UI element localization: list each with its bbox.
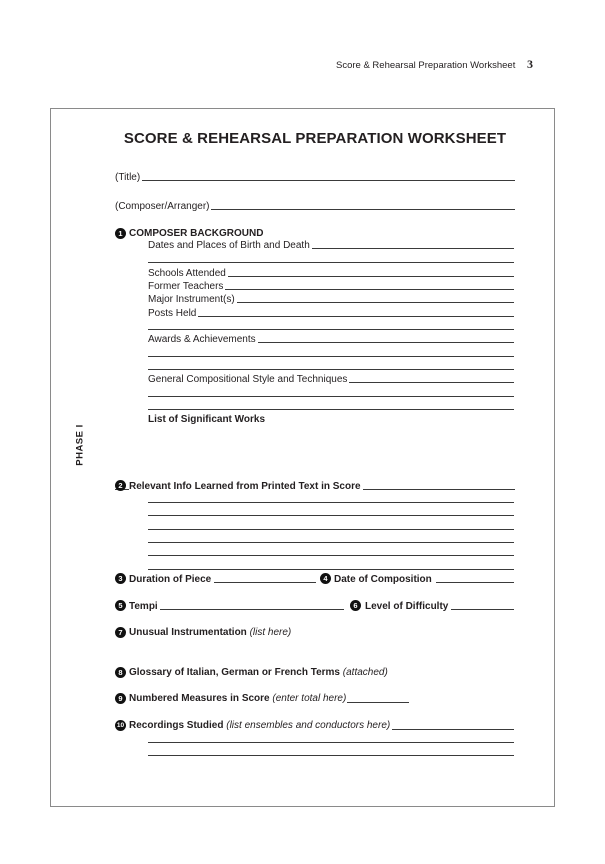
page-number: 3: [527, 57, 533, 71]
style-line-3[interactable]: [148, 409, 514, 410]
section-number-6: 6: [350, 600, 361, 611]
date-composition-label: Date of Composition: [334, 574, 432, 585]
section-number-2: 2: [115, 480, 126, 491]
relevant-info-label: Relevant Info Learned from Printed Text in Score: [129, 481, 361, 492]
section-number-3: 3: [115, 573, 126, 584]
title-field-line[interactable]: [115, 180, 515, 181]
composer-background-heading: COMPOSER BACKGROUND: [129, 228, 264, 239]
dates-places-label: Dates and Places of Birth and Death: [148, 240, 310, 251]
works-heading: List of Significant Works: [148, 414, 266, 425]
phase-label: PHASE I: [74, 424, 86, 466]
teachers-label: Former Teachers: [148, 281, 224, 292]
awards-line-2[interactable]: [148, 356, 514, 357]
relevant-info-line-7[interactable]: [148, 569, 514, 570]
glossary-note: (attached): [342, 667, 388, 678]
posts-line-2[interactable]: [148, 329, 514, 330]
dates-places-line-2[interactable]: [148, 262, 514, 263]
section-number-7: 7: [115, 627, 126, 638]
glossary-label: Glossary of Italian, German or French Terms: [129, 667, 340, 678]
section-number-9: 9: [115, 693, 126, 704]
composer-field-label: (Composer/Arranger): [115, 201, 210, 212]
recordings-label: Recordings Studied: [129, 720, 224, 731]
glossary-row: [129, 667, 390, 678]
section-number-4: 4: [320, 573, 331, 584]
running-header: Score & Rehearsal Preparation Worksheet: [336, 60, 516, 71]
tempi-line[interactable]: [160, 609, 344, 610]
posts-line[interactable]: [148, 316, 514, 317]
section-number-5: 5: [115, 600, 126, 611]
worksheet-title: SCORE & REHEARSAL PREPARATION WORKSHEET: [123, 130, 507, 147]
relevant-info-line-2[interactable]: [148, 502, 514, 503]
section-number-1: 1: [115, 228, 126, 239]
difficulty-label: Level of Difficulty: [365, 601, 449, 612]
section-number-8: 8: [115, 667, 126, 678]
instrumentation-row: [129, 627, 293, 638]
posts-label: Posts Held: [148, 308, 197, 319]
title-field-label: (Title): [115, 172, 141, 183]
instrumentation-note: (list here): [249, 627, 292, 638]
date-composition-line[interactable]: [436, 582, 514, 583]
difficulty-line[interactable]: [451, 609, 514, 610]
recordings-line-3[interactable]: [148, 755, 514, 756]
instrumentation-label: Unusual Instrumentation: [129, 627, 247, 638]
measures-label: Numbered Measures in Score: [129, 693, 270, 704]
measures-line[interactable]: [347, 702, 409, 703]
recordings-row: [129, 720, 392, 731]
relevant-info-line-5[interactable]: [148, 542, 514, 543]
measures-note: (enter total here): [272, 693, 347, 704]
awards-label: Awards & Achievements: [148, 334, 256, 345]
section-number-10: 10: [116, 722, 125, 729]
relevant-info-line-6[interactable]: [148, 555, 514, 556]
duration-line[interactable]: [214, 582, 316, 583]
instruments-label: Major Instrument(s): [148, 294, 235, 305]
duration-label: Duration of Piece: [129, 574, 212, 585]
awards-line-3[interactable]: [148, 369, 514, 370]
relevant-info-line-4[interactable]: [148, 529, 514, 530]
relevant-info-line-3[interactable]: [148, 515, 514, 516]
recordings-line[interactable]: [388, 729, 514, 730]
recordings-note: (list ensembles and conductors here): [226, 720, 391, 731]
recordings-line-2[interactable]: [148, 742, 514, 743]
schools-label: Schools Attended: [148, 268, 226, 279]
tempi-label: Tempi: [129, 601, 158, 612]
measures-row: [129, 693, 348, 704]
style-line-2[interactable]: [148, 396, 514, 397]
style-label: General Compositional Style and Techniques: [148, 374, 348, 385]
